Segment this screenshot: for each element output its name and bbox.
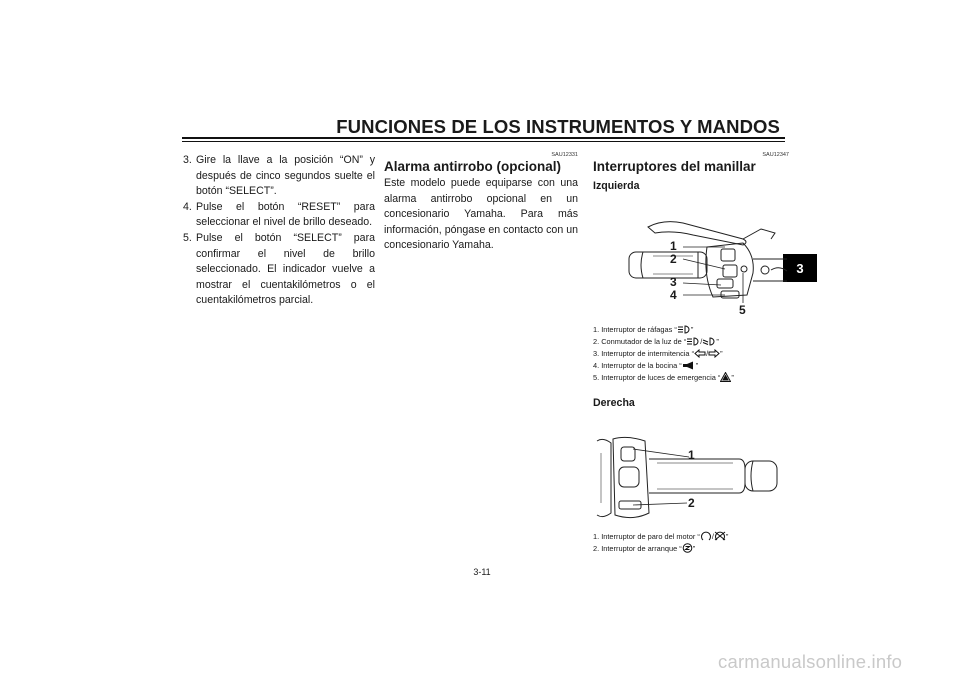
step-item — [183, 200, 375, 231]
section-title-alarm: Alarma antirrobo (opcional) — [384, 159, 562, 174]
callout-4: 4 — [670, 287, 677, 302]
hazard-icon — [720, 372, 731, 382]
left-handlebar-illustration — [593, 215, 789, 319]
step-item — [183, 153, 375, 200]
alarm-body-text: Este modelo puede equiparse con una alarma antirrobo opcional en un concesionario Yamaha. Para más información, póngase en contacto con un concesionario Yamaha. — [384, 177, 578, 252]
subtitle-right: Derecha — [593, 396, 635, 409]
right-handlebar-figure — [593, 433, 789, 523]
engine-stop-icon — [714, 531, 726, 541]
subtitle-left: Izquierda — [593, 180, 640, 192]
caption-item: 2. Interruptor de arranque “ ” — [593, 544, 696, 554]
caption-item: 3. Interruptor de intermitencia “ / ” — [593, 348, 723, 358]
callout-5: 5 — [739, 302, 746, 317]
header-rule-thick — [182, 137, 785, 139]
caption-item: 1. Interruptor de ráfagas “ ” — [593, 324, 694, 334]
section-title-handlebar-switches: Interruptores del manillar — [593, 159, 756, 174]
step-number: 3. — [183, 154, 192, 166]
starter-icon — [682, 543, 693, 553]
header-rule-thin — [182, 141, 785, 142]
step-text: Pulse el botón “SELECT” para confirmar el nivel de brillo seleccionado. El indicador vuelve a mostrar el cuentakilómetros o el cuentakilómetros parcial. — [196, 231, 375, 307]
caption-item: 4. Interruptor de la bocina “ ” — [593, 360, 699, 370]
step-number: 4. — [183, 200, 192, 213]
callout-2: 2 — [688, 496, 695, 511]
horn-icon — [682, 361, 696, 370]
step-text: Gire la llave a la posición “ON” y después de cinco segundos suelte el botón “SELECT”. — [196, 154, 375, 198]
section-code: SAU12347 — [762, 152, 789, 158]
column-3 — [593, 152, 789, 555]
callout-1: 1 — [670, 238, 677, 253]
high-beam-icon — [686, 337, 700, 346]
turn-left-icon — [694, 349, 706, 358]
column-1 — [183, 153, 375, 309]
left-handlebar-figure — [593, 215, 789, 319]
turn-right-icon — [708, 349, 720, 358]
caption-item: 1. Interruptor de paro del motor “ / ” — [593, 532, 729, 542]
step-text: Pulse el botón “RESET” para seleccionar el nivel de brillo deseado. — [196, 200, 375, 229]
callout-2: 2 — [670, 251, 677, 266]
step-item — [183, 231, 375, 309]
caption-item: 2. Conmutador de la luz de “ / ” — [593, 336, 719, 346]
watermark: carmanualsonline.info — [718, 651, 903, 672]
section-code: SAU12331 — [551, 152, 578, 158]
page-number: 3-11 — [473, 567, 491, 577]
low-beam-icon — [702, 337, 716, 346]
caption-item: 5. Interruptor de luces de emergencia “ ” — [593, 372, 734, 382]
page-header-title: FUNCIONES DE LOS INSTRUMENTOS Y MANDOS — [336, 116, 780, 137]
pass-light-icon — [677, 325, 691, 334]
step-number: 5. — [183, 231, 192, 244]
chapter-tab: 3 — [783, 254, 817, 282]
column-2 — [384, 152, 578, 254]
engine-run-icon — [700, 531, 712, 541]
callout-1: 1 — [688, 448, 695, 463]
left-captions — [593, 324, 789, 384]
steps-list — [183, 153, 375, 309]
callout-3: 3 — [670, 274, 677, 289]
right-captions — [593, 531, 789, 555]
